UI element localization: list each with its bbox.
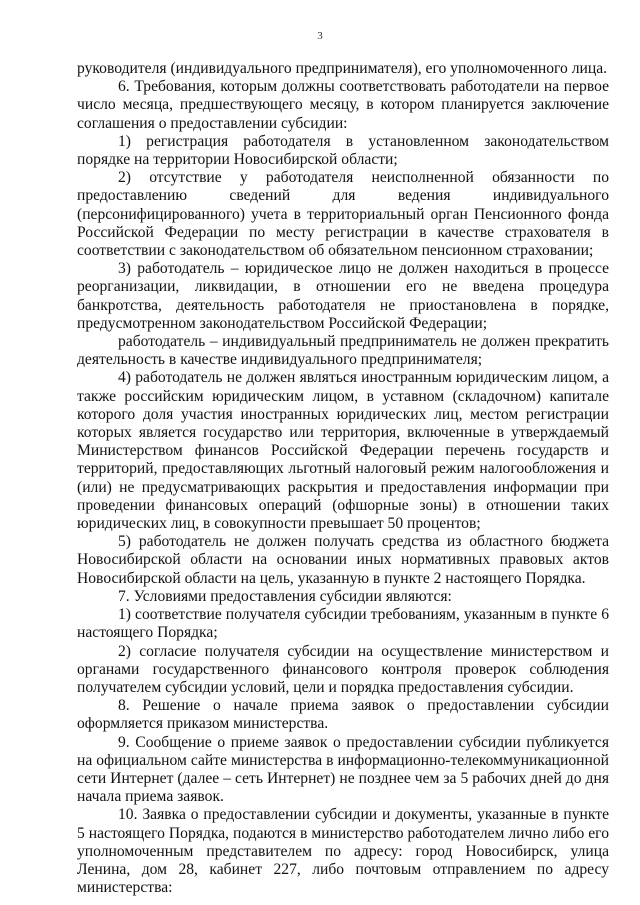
paragraph: 3) работодатель – юридическое лицо не должен находиться в процессе реорганизации, ликвидации, в отношении его не введена процедура банкротства, деятельность работодателя не приостановлена в порядке, предусмотренном законодательством Российской Федерации; [77,260,609,332]
paragraph: 5) работодатель не должен получать средства из областного бюджета Новосибирской области на основании иных нормативных правовых актов Новосибирской области на цель, указанную в пункте 2 настоящего Порядка. [77,533,609,587]
paragraph: руководителя (индивидуального предпринимателя), его уполномоченного лица. [77,60,608,77]
paragraph: работодатель – индивидуальный предприниматель не должен прекратить деятельность в качестве индивидуального предпринимателя; [77,333,609,369]
page-number: 3 [317,30,323,42]
paragraph: 10. Заявка о предоставлении субсидии и документы, указанные в пункте 5 настоящего Порядка, подаются в министерство работодателем лично либо его уполномоченным представителем по адресу: город Новосибирск, улица Ленина, дом 28, кабинет 227, либо почтовым отправлением по адресу министерства: [77,806,609,897]
paragraph: 2) отсутствие у работодателя неисполненной обязанности по предоставлению сведений для ведения индивидуального (персонифицированного) учета в территориальный орган Пенсионного фонда Российской Федерации по месту регистрации в качестве страхователя в соответствии с законодательством об обязательном пенсионном страховании; [77,169,609,260]
paragraph: 4) работодатель не должен являться иностранным юридическим лицом, а также российским юридическим лицом, в уставном (складочном) капитале которого доля участия иностранных юридических лиц, местом регистрации которых является государство или территория, включенные в утверждаемый Министерством финансов Российской Федерации перечень государств и территорий, предоставляющих льготный налоговый режим налогообложения и (или) не предусматривающих раскрытия и предоставления информации при проведении финансовых операций (офшорные зоны) в отношении таких юридических лиц, в совокупности превышает 50 процентов; [77,369,609,533]
paragraph: 1) соответствие получателя субсидии требованиям, указанным в пункте 6 настоящего Порядка; [77,606,609,642]
paragraph: 1) регистрация работодателя в установленном законодательством порядке на территории Новосибирской области; [77,132,609,169]
paragraph: 6. Требования, которым должны соответствовать работодатели на первое число месяца, предшествующего месяцу, в котором планируется заключение соглашения о предоставлении субсидии: [77,78,609,132]
paragraph: 2) согласие получателя субсидии на осуществление министерством и органами государственного финансового контроля проверок соблюдения получателем субсидии условий, цели и порядка предоставления субсидии. [77,642,609,696]
paragraph: 9. Сообщение о приеме заявок о предоставлении субсидии публикуется на официальном сайте министерства в информационно-телекоммуникационной сети Интернет (далее – сеть Интернет) не позднее чем за 5 рабочих дней до дня начала приема заявок. [77,733,609,806]
paragraph: 8. Решение о начале приема заявок о предоставлении субсидии оформляется приказом министерства. [77,697,609,733]
paragraph: 7. Условиями предоставления субсидии являются: [118,587,452,605]
document-body [77,60,609,897]
